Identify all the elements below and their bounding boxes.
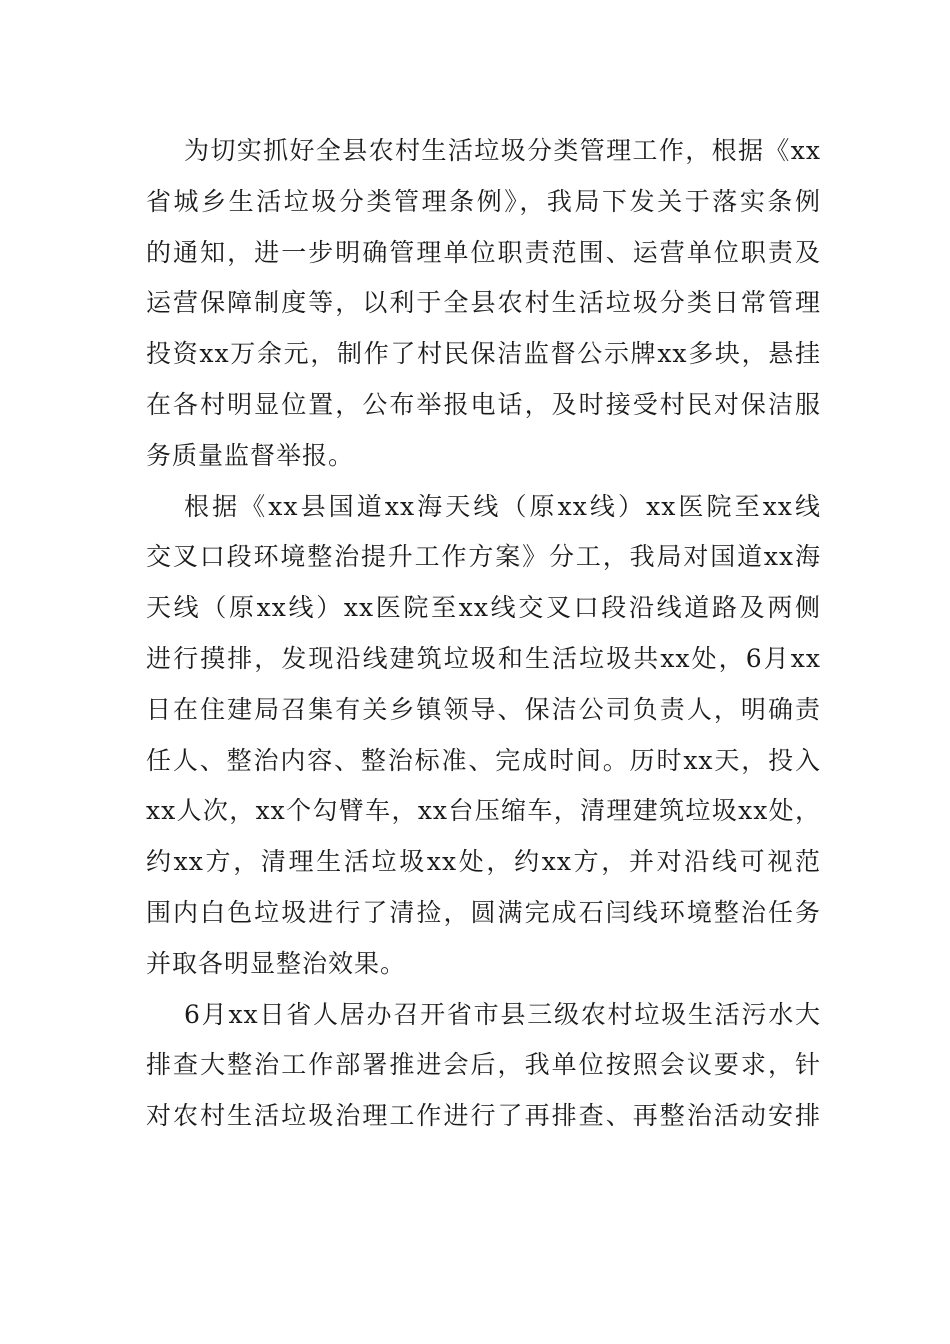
text-line: 天线（原xx线）xx医院至xx线交叉口段沿线道路及两侧 xyxy=(146,593,821,623)
text-line: 在各村明显位置，公布举报电话，及时接受村民对保洁服 xyxy=(146,389,821,419)
text-line: 交叉口段环境整治提升工作方案》分工，我局对国道xx海 xyxy=(146,542,821,572)
text-line: 为切实抓好全县农村生活垃圾分类管理工作，根据《xx xyxy=(184,136,821,165)
text-line: 围内白色垃圾进行了清捡，圆满完成石闫线环境整治任务 xyxy=(146,897,821,927)
text-line: 约xx方，清理生活垃圾xx处，约xx方，并对沿线可视范 xyxy=(146,847,821,877)
text-line: xx人次，xx个勾臂车，xx台压缩车，清理建筑垃圾xx处， xyxy=(146,796,821,826)
text-line: 并取各明显整治效果。 xyxy=(146,948,407,978)
text-line: 对农村生活垃圾治理工作进行了再排查、再整治活动安排 xyxy=(146,1101,821,1131)
text-line: 运营保障制度等，以利于全县农村生活垃圾分类日常管理 xyxy=(146,288,821,318)
text-line: 日在住建局召集有关乡镇领导、保洁公司负责人，明确责 xyxy=(146,694,821,724)
text-line: 排查大整治工作部署推进会后，我单位按照会议要求，针 xyxy=(146,1050,821,1080)
text-line: 投资xx万余元，制作了村民保洁监督公示牌xx多块，悬挂 xyxy=(146,339,821,369)
text-line: 6月xx日省人居办召开省市县三级农村垃圾生活污水大 xyxy=(184,999,821,1029)
text-line: 根据《xx县国道xx海天线（原xx线）xx医院至xx线 xyxy=(184,491,821,521)
text-line: 的通知，进一步明确管理单位职责范围、运营单位职责及 xyxy=(146,237,821,267)
text-line: 省城乡生活垃圾分类管理条例》，我局下发关于落实条例 xyxy=(146,186,821,216)
paragraph-2 xyxy=(146,482,821,990)
text-line: 进行摸排，发现沿线建筑垃圾和生活垃圾共xx处，6月xx xyxy=(146,643,821,673)
paragraph-1 xyxy=(146,126,821,482)
text-line: 务质量监督举报。 xyxy=(146,440,355,470)
paragraph-3 xyxy=(146,990,821,1142)
document-body xyxy=(146,126,821,1142)
text-line: 任人、整治内容、整治标准、完成时间。历时xx天，投入 xyxy=(146,745,821,775)
